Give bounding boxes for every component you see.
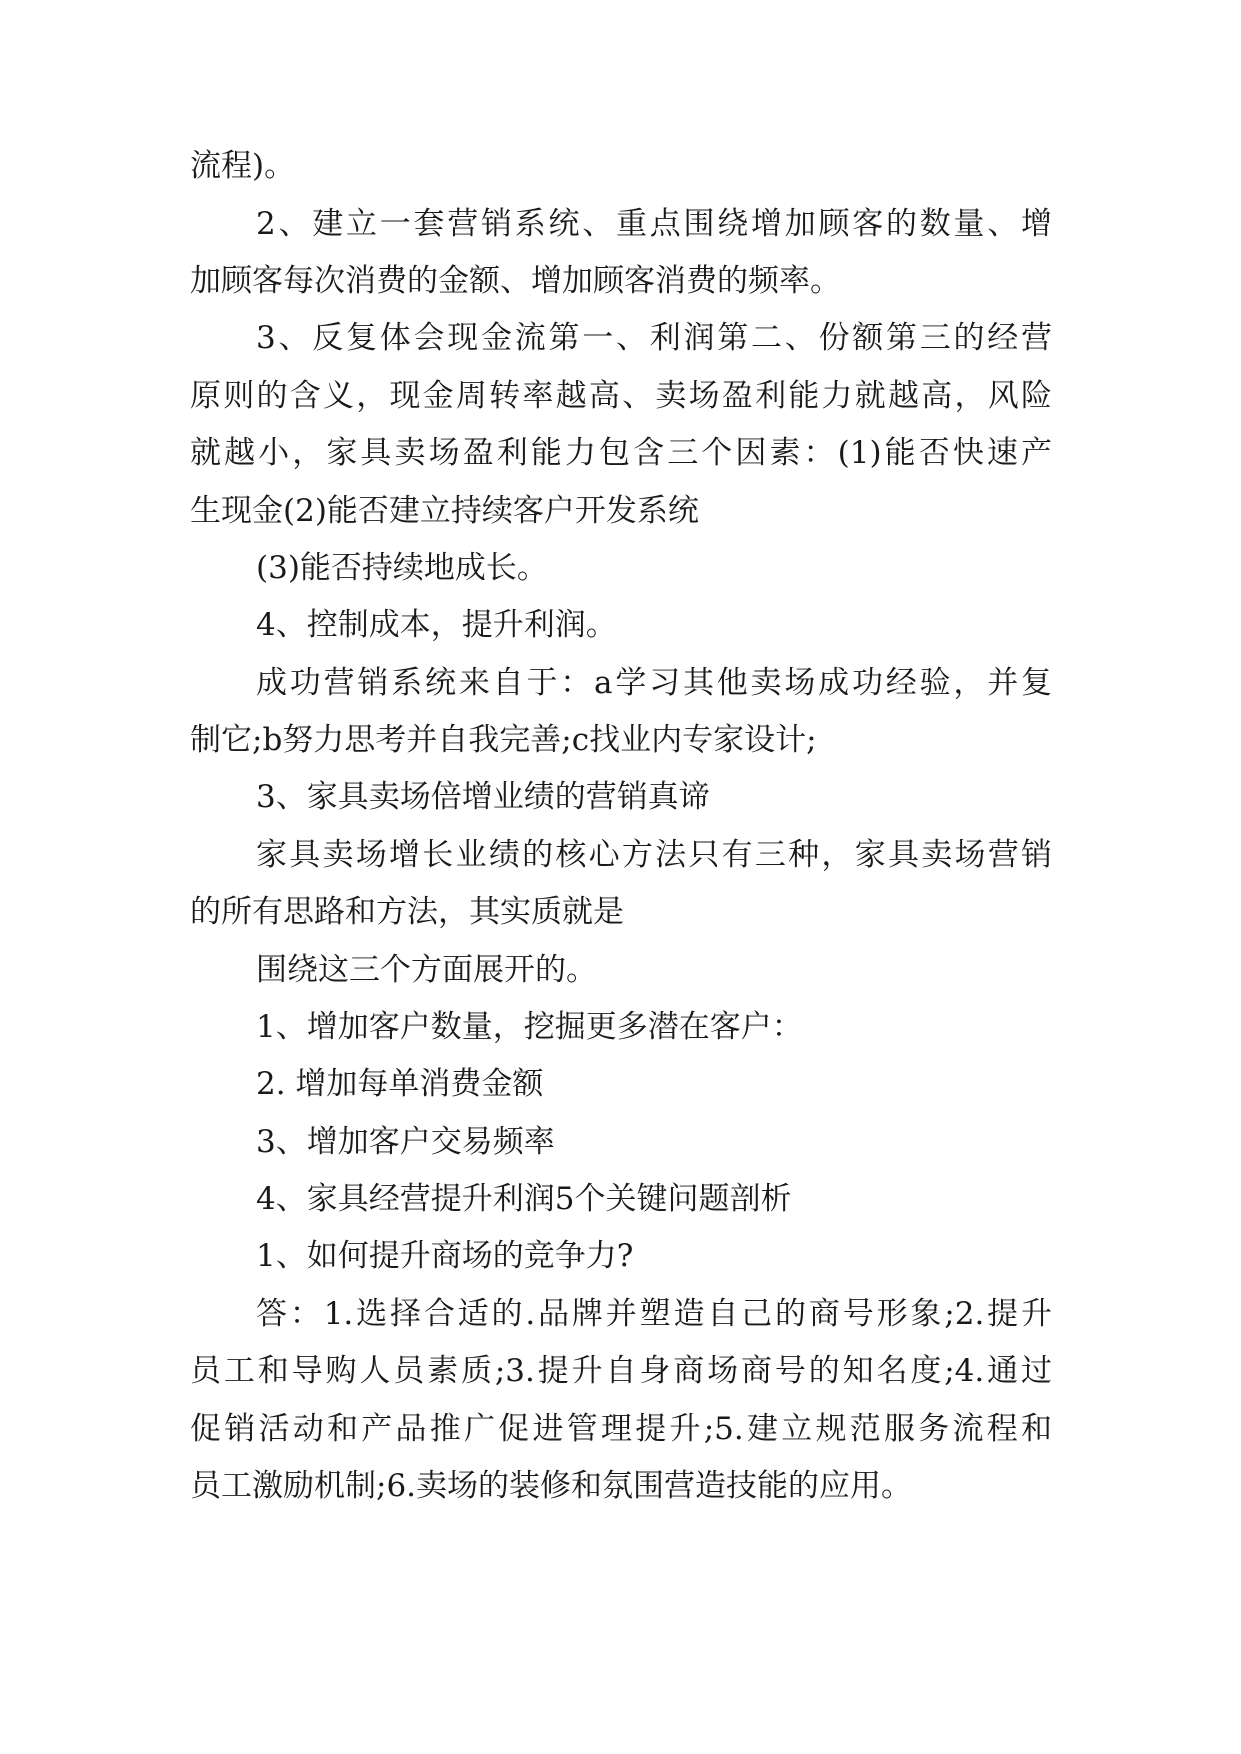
text-line: 2、建立一套营销系统、重点围绕增加顾客的数量、增 <box>256 206 1052 242</box>
text-line: 生现金(2)能否建立持续客户开发系统 <box>190 493 699 529</box>
text-line: 原则的含义，现金周转率越高、卖场盈利能力就越高，风险 <box>190 378 1052 414</box>
text-line: 促销活动和产品推广促进管理提升;5.建立规范服务流程和 <box>190 1411 1052 1447</box>
text-line: 3、家具卖场倍增业绩的营销真谛 <box>256 779 710 815</box>
text-line: 答：1.选择合适的.品牌并塑造自己的商号形象;2.提升 <box>256 1296 1052 1332</box>
text-line: 家具卖场增长业绩的核心方法只有三种，家具卖场营销 <box>256 837 1052 873</box>
text-line: 就越小，家具卖场盈利能力包含三个因素：(1)能否快速产 <box>190 435 1052 471</box>
text-line: 1、如何提升商场的竞争力? <box>256 1238 634 1274</box>
text-line: 4、控制成本，提升利润。 <box>256 607 617 643</box>
text-line: 成功营销系统来自于：a学习其他卖场成功经验，并复 <box>256 665 1052 701</box>
text-line: 员工和导购人员素质;3.提升自身商场商号的知名度;4.通过 <box>190 1353 1052 1389</box>
text-line: 员工激励机制;6.卖场的装修和氛围营造技能的应用。 <box>190 1468 913 1504</box>
text-line: 3、增加客户交易频率 <box>256 1124 555 1160</box>
text-line: (3)能否持续地成长。 <box>256 550 548 586</box>
text-line: 1、增加客户数量，挖掘更多潜在客户： <box>256 1009 803 1045</box>
text-line: 3、反复体会现金流第一、利润第二、份额第三的经营 <box>256 320 1052 356</box>
text-line: 流程)。 <box>190 148 296 184</box>
text-line: 加顾客每次消费的金额、增加顾客消费的频率。 <box>190 263 841 299</box>
text-line: 的所有思路和方法，其实质就是 <box>190 894 624 930</box>
text-line: 围绕这三个方面展开的。 <box>256 952 597 988</box>
text-line: 制它;b努力思考并自我完善;c找业内专家设计; <box>190 722 817 758</box>
text-line: 4、家具经营提升利润5个关键问题剖析 <box>256 1181 792 1217</box>
text-line: 2. 增加每单消费金额 <box>256 1066 544 1102</box>
